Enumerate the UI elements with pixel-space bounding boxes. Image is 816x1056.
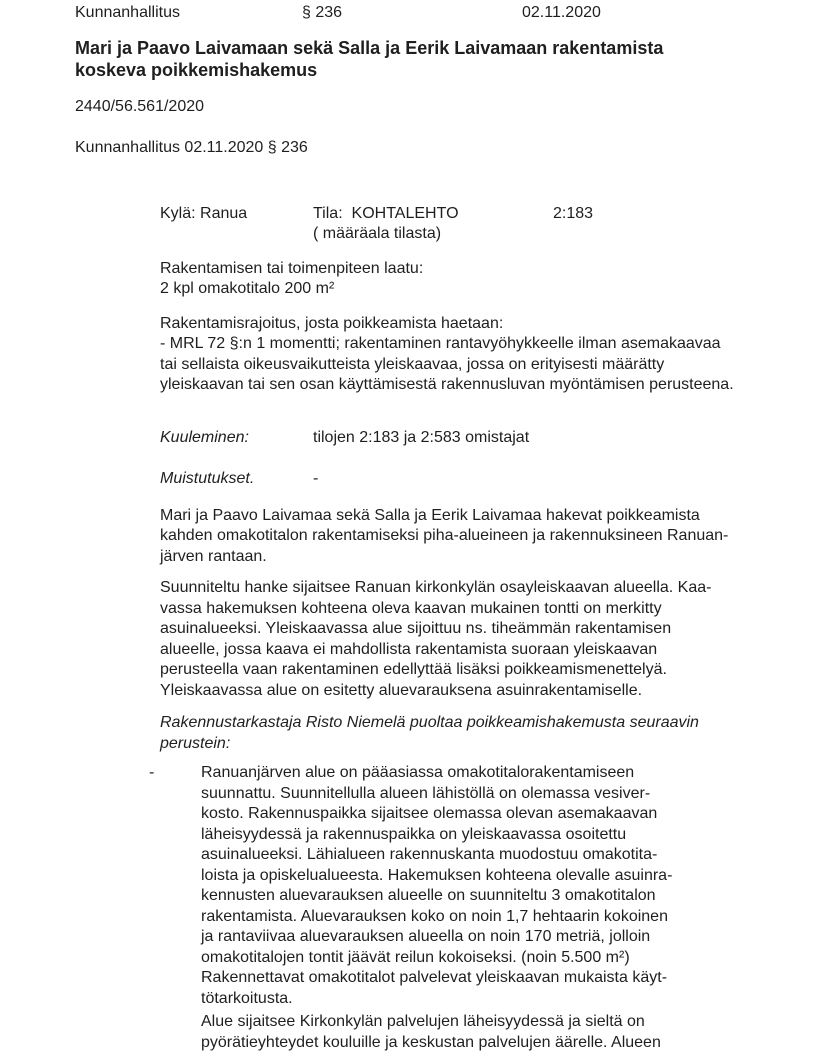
document-body: [149, 204, 780, 1054]
paragraph-application: Mari ja Paavo Laivamaa sekä Salla ja Eerik Laivamaa hakevat poikkeamista kahden omakotitalon rakentamiseksi piha-alueineen ja rakennuksineen Ranuan- järven rantaan.: [160, 506, 729, 565]
page-title: Mari ja Paavo Laivamaan sekä Salla ja Eerik Laivamaan rakentamista koskeva poikkemishakemus: [75, 37, 664, 80]
building-restriction: Rakentamisrajoitus, josta poikkeamista haetaan: - MRL 72 §:n 1 momentti; rakentaminen rantavyöhykkeelle ilman asemakaavaa tai sellaista oikeusvaikutteista yleiskaavaa, jossa on erityisesti määrätty yleiskaavan tai sen osan käyttämisestä rakennusluvan myöntämisen perusteena.: [160, 314, 734, 393]
objections-row: [160, 469, 780, 490]
hearing-label: Kuuleminen:: [160, 428, 249, 446]
hearing-row: [160, 428, 780, 449]
document-header: [0, 0, 816, 24]
paragraph-closing: Alue sijaitsee Kirkonkylän palvelujen läheisyydessä ja sieltä on pyörätieyhteydet kouluille ja keskustan palvelujen äärelle. Alueen: [201, 1013, 661, 1051]
paragraph-inspector-statement: Rakennustarkastaja Risto Niemelä puoltaa poikkeamishakemusta seuraavin perustein:: [160, 714, 699, 752]
parcel-note: ( määräala tilasta): [313, 225, 442, 242]
diary-number: 2440/56.561/2020: [75, 97, 205, 115]
document-date: 02.11.2020: [522, 4, 601, 21]
register-number: 2:183: [553, 204, 594, 222]
property-row: [160, 204, 780, 225]
bullet-marker: -: [149, 764, 155, 781]
hearing-value: tilojen 2:183 ja 2:583 omistajat: [313, 428, 530, 446]
section-reference: Kunnanhallitus 02.11.2020 § 236: [75, 139, 308, 156]
property-details: [160, 204, 780, 245]
objections-value: -: [313, 470, 319, 487]
bullet-text: Ranuanjärven alue on pääasiassa omakotitalorakentamiseen suunnattu. Suunnitellulla alueen lähistöllä on olemassa vesiver- kosto. Rakennuspaikka sijaitsee olemassa olevan asemakaavan läheisyydessä ja rakennuspaikka on yleiskaavassa osoitettu asuinalueeksi. Lähialueen rakennuskanta muodostuu omakotita- loista ja opiskelualueesta. Hakemuksen kohteena olevalle asuinra- kennusten aluevarauksen alueelle on suunniteltu 3 omakotitalon rakentamista. Aluevarauksen koko on noin 1,7 hehtaarin kokoinen ja rantaviivaa aluevarauksen alueella on noin 170 metriä, jolloin omakotitalojen tontit jäävät reilun kokoiseksi. (noin 5.500 m²) Rakennettavat omakotitalot palvelevat yleiskaavan mukaista käyt- tötarkoitusta.: [201, 764, 673, 1007]
reasons-list-item: [149, 763, 780, 1009]
village-label: Kylä: Ranua: [160, 204, 248, 222]
objections-label: Muistutukset.: [160, 470, 255, 487]
construction-type: Rakentamisen tai toimenpiteen laatu: 2 kpl omakotitalo 200 m²: [160, 259, 424, 297]
paragraph-plan-area: Suunniteltu hanke sijaitsee Ranuan kirkonkylän osayleiskaavan alueella. Kaa- vassa hakemuksen kohteena oleva kaavan mukainen tontti on merkitty asuinalueeksi. Yleiskaavassa alue sijoittuu ns. tiheämmän rakentamisen alueelle, jossa kaava ei mahdollista rakentamista suoraan yleiskaavan perusteella vaan rakentaminen edellyttää lisäksi poikkeamismenettelyä. Yleiskaavassa alue on esitetty aluevarauksena asuinrakentamiselle.: [160, 579, 712, 699]
estate-label: Tila: KOHTALEHTO: [313, 204, 459, 222]
section-number: § 236: [302, 4, 343, 21]
organization-name: Kunnanhallitus: [75, 4, 180, 21]
